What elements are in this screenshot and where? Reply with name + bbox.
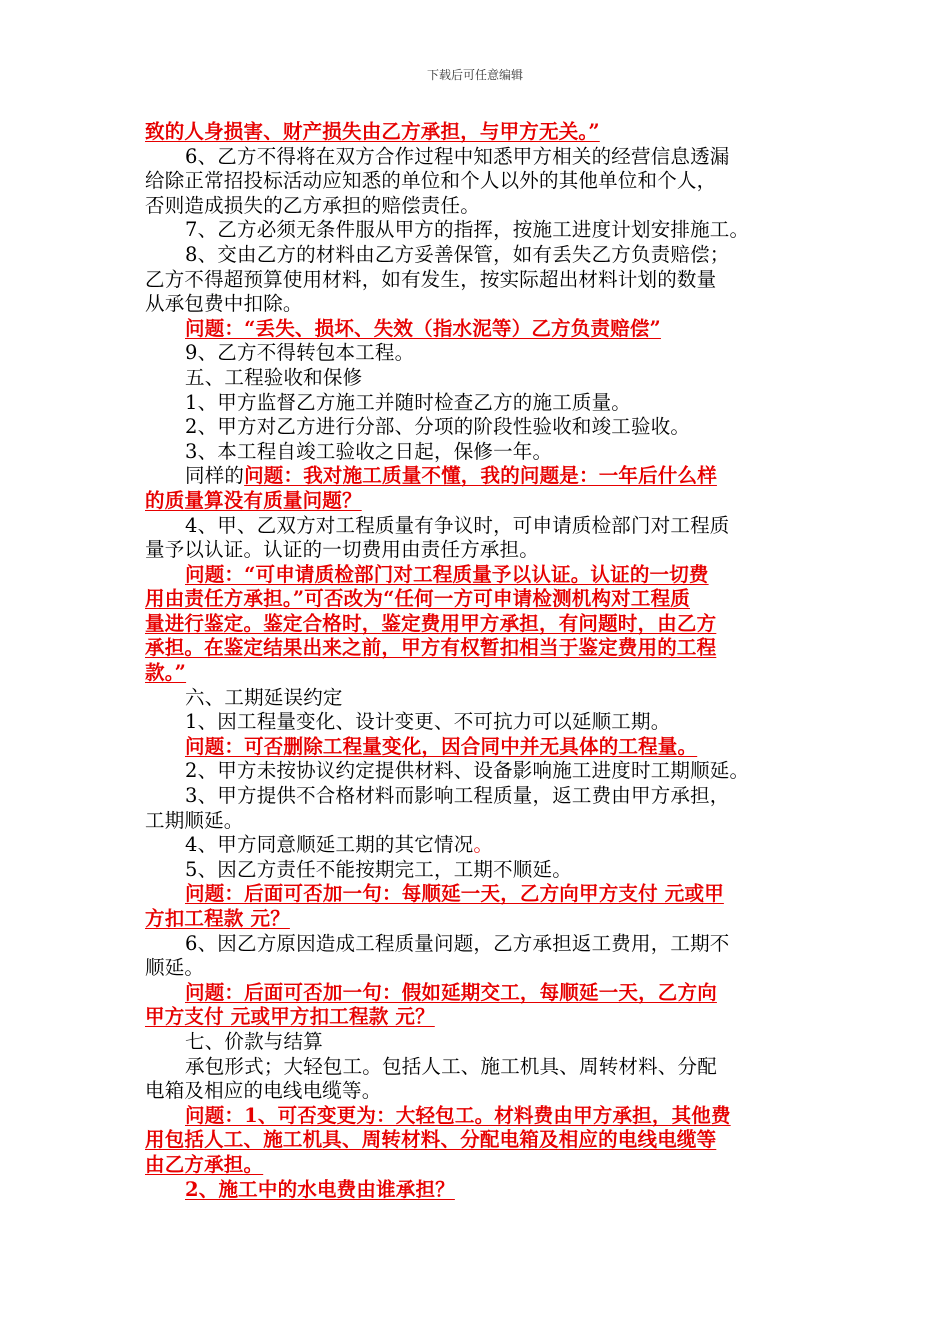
body-text: 7、乙方必须无条件服从甲方的指挥，按施工进度计划安排施工。 <box>185 218 750 242</box>
body-text: 5、因乙方责任不能按期完工，工期不顺延。 <box>185 857 572 881</box>
body-text: 同样的 <box>185 464 245 488</box>
body-text: 2、甲方对乙方进行分部、分项的阶段性验收和竣工验收。 <box>185 415 691 439</box>
body-text: 1、因工程量变化、设计变更、不可抗力可以延顺工期。 <box>185 710 671 734</box>
question-text: 用包括人工、施工机具、周转材料、分配电箱及相应的电线电缆等 <box>145 1128 717 1152</box>
text-line <box>145 120 815 145</box>
body-text: 。 <box>473 833 494 857</box>
question-text: 问题：我对施工质量不懂，我的问题是：一年后什么样 <box>244 464 717 488</box>
body-text: 1、甲方监督乙方施工并随时检查乙方的施工质量。 <box>185 390 632 414</box>
question-text: 致的人身损害、财产损失由乙方承担，与甲方无关。” <box>145 120 600 143</box>
question-text: 承担。在鉴定结果出来之前，甲方有权暂扣相当于鉴定费用的工程 <box>145 636 717 660</box>
body-text: 电箱及相应的电线电缆等。 <box>145 1079 382 1103</box>
body-text: 2、甲方未按协议约定提供材料、设备影响施工进度时工期顺延。 <box>185 759 750 783</box>
question-text: 量进行鉴定。鉴定合格时，鉴定费用甲方承担，有问题时，由乙方 <box>145 611 717 635</box>
text-line <box>145 636 815 661</box>
text-line <box>145 464 815 489</box>
body-text: 3、本工程自竣工验收之日起，保修一年。 <box>185 439 553 463</box>
text-line <box>145 292 815 317</box>
text-line <box>145 907 815 932</box>
text-line <box>145 317 815 342</box>
body-text: 从承包费中扣除。 <box>145 292 303 316</box>
text-line <box>145 268 815 293</box>
text-line <box>145 514 815 539</box>
text-line <box>145 243 815 268</box>
body-text: 量予以认证。认证的一切费用由责任方承担。 <box>145 538 540 562</box>
text-line <box>145 563 815 588</box>
text-line <box>145 932 815 957</box>
text-line <box>145 391 815 416</box>
question-text: 用由责任方承担。”可否改为“任何一方可申请检测机构对工程质 <box>145 587 690 611</box>
text-line <box>145 538 815 563</box>
text-line <box>145 1030 815 1055</box>
text-line <box>145 784 815 809</box>
text-line <box>145 415 815 440</box>
question-text: 款。” <box>145 661 187 685</box>
text-line <box>145 218 815 243</box>
text-line <box>145 686 815 711</box>
text-line <box>145 759 815 784</box>
body-text: 8、交由乙方的材料由乙方妥善保管，如有丢失乙方负责赔偿； <box>185 242 730 266</box>
question-text: 的质量算没有质量问题？ <box>145 488 362 512</box>
body-text: 6、因乙方原因造成工程质量问题，乙方承担返工费用，工期不 <box>185 931 730 955</box>
text-line <box>145 809 815 834</box>
body-text: 六、工期延误约定 <box>185 685 343 709</box>
page-header-note: 下载后可任意编辑 <box>426 68 523 82</box>
text-line <box>145 587 815 612</box>
text-line <box>145 440 815 465</box>
text-line <box>145 489 815 514</box>
text-line <box>145 1128 815 1153</box>
question-text: 问题：可否删除工程量变化，因合同中并无具体的工程量。 <box>185 734 698 758</box>
body-text: 顺延。 <box>145 956 205 980</box>
body-text: 否则造成损失的乙方承担的赔偿责任。 <box>145 193 480 217</box>
body-text: 乙方不得超预算使用材料，如有发生，按实际超出材料计划的数量 <box>145 267 717 291</box>
text-line <box>145 735 815 760</box>
text-line <box>145 858 815 883</box>
text-line <box>145 341 815 366</box>
question-text: 由乙方承担。 <box>145 1152 264 1176</box>
text-line <box>145 366 815 391</box>
text-line <box>145 1079 815 1104</box>
question-text: 问题：1、可否变更为：大轻包工。材料费由甲方承担，其他费 <box>185 1103 731 1127</box>
question-text: 问题：“可申请质检部门对工程质量予以认证。认证的一切费 <box>185 562 709 586</box>
body-text: 6、乙方不得将在双方合作过程中知悉甲方相关的经营信息透漏 <box>185 144 730 168</box>
text-line <box>145 710 815 735</box>
text-line <box>145 145 815 170</box>
body-text: 五、工程验收和保修 <box>185 365 363 389</box>
text-line <box>145 1055 815 1080</box>
text-line <box>145 1178 815 1203</box>
text-line <box>145 612 815 637</box>
body-text: 给除正常招投标活动应知悉的单位和个人以外的其他单位和个人， <box>145 169 717 193</box>
body-text: 9、乙方不得转包本工程。 <box>185 341 415 365</box>
text-line <box>145 956 815 981</box>
question-text: 问题：后面可否加一句：每顺延一天，乙方向甲方支付 元或甲 <box>185 882 724 906</box>
body-text: 4、甲、乙双方对工程质量有争议时，可申请质检部门对工程质 <box>185 513 730 537</box>
text-line <box>145 833 815 858</box>
text-line <box>145 661 815 686</box>
text-line <box>145 981 815 1006</box>
body-text: 3、甲方提供不合格材料而影响工程质量，返工费由甲方承担， <box>185 784 730 808</box>
text-line <box>145 1153 815 1178</box>
body-text: 4、甲方同意顺延工期的其它情况 <box>185 833 474 857</box>
text-line <box>145 882 815 907</box>
body-text: 承包形式；大轻包工。包括人工、施工机具、周转材料、分配 <box>185 1054 717 1078</box>
body-text: 工期顺延。 <box>145 808 244 832</box>
question-text: 问题：后面可否加一句：假如延期交工，每顺延一天，乙方向 <box>185 980 717 1004</box>
body-text: 七、价款与结算 <box>185 1029 323 1053</box>
question-text: 问题：“丢失、损坏、失效（指水泥等）乙方负责赔偿” <box>185 316 661 340</box>
question-text: 甲方支付 元或甲方扣工程款 元？ <box>145 1005 435 1029</box>
document-body <box>145 120 815 1202</box>
text-line <box>145 1104 815 1129</box>
text-line <box>145 169 815 194</box>
text-line <box>145 194 815 219</box>
text-line <box>145 1005 815 1030</box>
question-text: 2、施工中的水电费由谁承担？ <box>185 1177 455 1201</box>
question-text: 方扣工程款 元？ <box>145 907 290 930</box>
